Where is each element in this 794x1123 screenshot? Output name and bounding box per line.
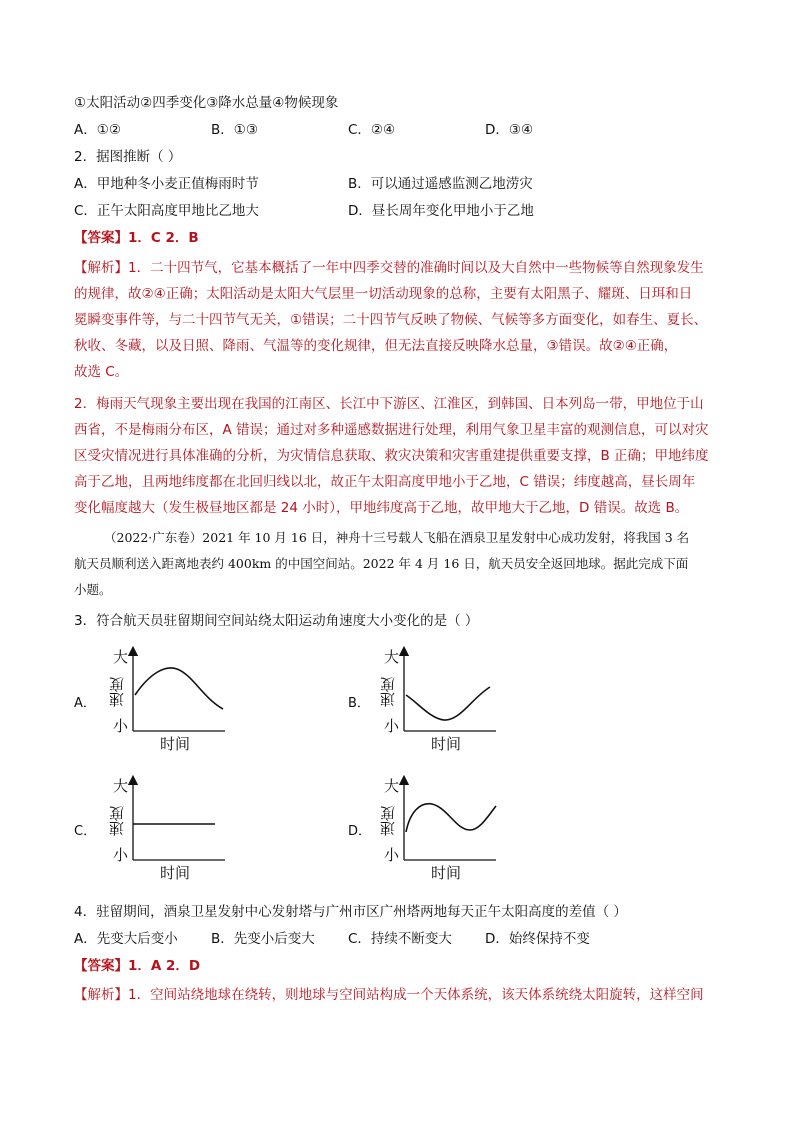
analysis-line: 冕瞬变事件等，与二十四节气无关，①错误；二十四节气反映了物候、气候等多方面变化，如春生、夏长、 — [74, 312, 708, 328]
graph-d-option-label: D． — [348, 824, 372, 839]
q1-option-d: D．③④ — [485, 122, 534, 138]
q1-option-c: C．②④ — [348, 122, 396, 138]
graph-d-x-label: 时间 — [431, 864, 462, 882]
graph-a-y-low: 小 — [113, 717, 129, 735]
graph-d-curve — [406, 804, 496, 832]
graph-c-y-low: 小 — [113, 846, 129, 864]
q4-option-d: D．始终保持不变 — [485, 931, 590, 947]
q2-option-c: C．正午太阳高度甲地比乙地大 — [74, 203, 259, 219]
answer-block-2: 【答案】1．A 2．D — [74, 958, 201, 974]
analysis-line: 高于乙地，且两地纬度都在北回归线以北，故正午太阳高度甲地小于乙地，C 错误；纬度越高，昼长周年 — [74, 474, 696, 490]
analysis-line: 秋收、冬藏，以及日照、降雨、气温等的变化规律，但无法直接反映降水总量，③错误。故②④正确， — [74, 338, 678, 354]
analysis-line: 故选 C。 — [74, 364, 129, 380]
graph-a-y-high: 大 — [113, 648, 129, 666]
analysis-line: 2．梅雨天气现象主要出现在我国的江南区、长江中下游区、江淮区，到韩国、日本列岛一带，甲地位于山 — [74, 396, 704, 412]
graph-c-y-high: 大 — [113, 777, 129, 795]
analysis-line: 变化幅度越大（发生极昼地区都是 24 小时），甲地纬度高于乙地，故甲地大于乙地，D 错误。故选 B。 — [74, 500, 689, 516]
q4-option-c: C．持续不断变大 — [348, 931, 452, 947]
q3-stem: 3．符合航天员驻留期间空间站绕太阳运动角速度大小变化的是（ ） — [74, 613, 479, 629]
graph-b-option-label: B． — [348, 696, 370, 711]
q2-option-a: A．甲地种冬小麦正值梅雨时节 — [74, 176, 259, 192]
graph-a-option-label: A． — [74, 696, 96, 711]
analysis-line: 西省，不是梅雨分布区，A 错误；通过对多种遥感数据进行处理，利用气象卫星丰富的观测信息，可以对灾 — [74, 422, 709, 438]
graph-b-y-label: 速度 — [379, 677, 397, 707]
q2-stem: 2．据图推断（ ） — [74, 149, 182, 165]
graph-d-y-low: 小 — [384, 846, 400, 864]
q2-option-b: B．可以通过遥感监测乙地涝灾 — [348, 176, 533, 192]
q1-option-a: A．①② — [74, 122, 121, 138]
source-passage-line: 航天员顺利送入距离地表约 400km 的中国空间站。2022 年 4 月 16 日，航天员安全返回地球。据此完成下面 — [74, 556, 689, 571]
analysis-line: 区受灾情况进行具体准确的分析，为灾情信息获取、救灾决策和灾害重建提供重要支撑，B 正确；甲地纬度 — [74, 448, 709, 464]
q1-items: ①太阳活动②四季变化③降水总量④物候现象 — [74, 95, 339, 111]
analysis-line: 的规律，故②④正确；太阳活动是太阳大气层里一切活动现象的总称，主要有太阳黑子、耀斑、日珥和日 — [74, 286, 693, 302]
graph-b-y-high: 大 — [384, 648, 400, 666]
q1-option-b: B．①③ — [211, 122, 258, 138]
graph-b-x-label: 时间 — [431, 735, 462, 753]
graph-a-x-label: 时间 — [160, 735, 191, 753]
q4-stem: 4．驻留期间，酒泉卫星发射中心发射塔与广州市区广州塔两地每天正午太阳高度的差值（ ） — [74, 904, 627, 920]
analysis-line: 【解析】1．二十四节气，它基本概括了一年中四季交替的准确时间以及大自然中一些物候等自然现象发生 — [74, 260, 704, 276]
analysis-2-line: 【解析】1．空间站绕地球在绕转，则地球与空间站构成一个天体系统，该天体系统绕太阳旋转，这样空间 — [74, 987, 704, 1003]
q2-option-d: D．昼长周年变化甲地小于乙地 — [348, 203, 534, 219]
q4-option-b: B．先变小后变大 — [211, 931, 315, 947]
graph-a-curve — [135, 668, 223, 709]
graph-d-y-high: 大 — [384, 777, 400, 795]
source-passage-line: 小题。 — [74, 582, 112, 597]
answer-block-1: 【答案】1．C 2．B — [74, 230, 199, 246]
graph-c-option-label: C． — [74, 824, 97, 839]
graph-b-curve — [406, 687, 490, 720]
graph-c-y-label: 速度 — [108, 806, 126, 836]
graph-d-y-label: 速度 — [379, 806, 397, 836]
graph-b-y-low: 小 — [384, 717, 400, 735]
graph-a-y-label: 速度 — [108, 677, 126, 707]
q4-option-a: A．先变大后变小 — [74, 931, 178, 947]
source-passage-line: （2022·广东卷）2021 年 10 月 16 日，神舟十三号载人飞船在酒泉卫星发射中心成功发射，将我国 3 名 — [104, 530, 690, 545]
graph-c-x-label: 时间 — [160, 864, 191, 882]
